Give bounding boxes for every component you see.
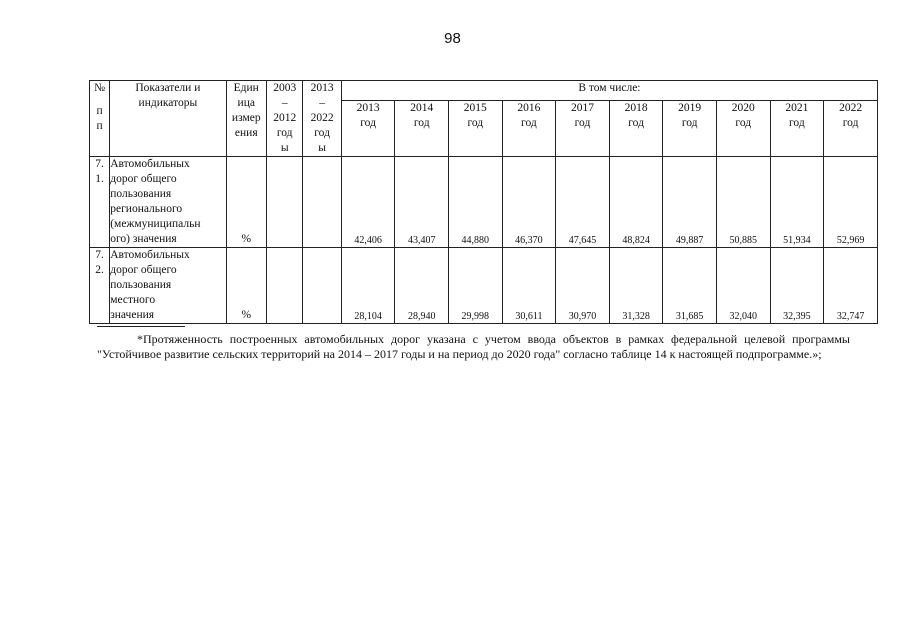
page-number: 98	[444, 30, 461, 47]
header-year-2015	[449, 101, 503, 157]
value-cell: 32,040	[716, 248, 770, 324]
header-year-2021	[770, 101, 824, 157]
header-period-line: 2013	[310, 82, 334, 94]
indicator-line: значения	[110, 309, 155, 321]
header-num	[90, 81, 110, 157]
year-label: 2014	[410, 102, 434, 115]
indicator-line: Автомобильных	[110, 158, 190, 170]
header-row-1	[90, 81, 878, 101]
header-unit-line: измер	[231, 112, 261, 124]
footnote-divider	[97, 326, 185, 327]
row-period-2003-2012	[266, 248, 302, 324]
row-indicator-name	[110, 248, 226, 324]
table-row	[90, 248, 878, 324]
footnote: *Протяженность построенных автомобильных дорог указана с учетом ввода объектов в рамках федеральной целевой программы "Устойчивое развитие сельских территорий на 2014 – 2017 годы и на период до 2020 года" согласно таблице 14 к настоящей подпрограмме.»;	[97, 332, 850, 361]
header-indicators-line: индикаторы	[138, 97, 198, 109]
header-year-2020	[716, 101, 770, 157]
value-cell: 46,370	[502, 157, 556, 248]
year-label: 2017	[570, 102, 594, 115]
value-cell: 31,685	[663, 248, 717, 324]
indicator-line: дорог общего	[110, 264, 177, 276]
year-label: 2020	[731, 102, 755, 115]
header-year-2017	[556, 101, 610, 157]
value-cell: 50,885	[716, 157, 770, 248]
row-unit: %	[226, 157, 266, 248]
header-period-line: ы	[280, 142, 289, 154]
header-year-2013	[341, 101, 395, 157]
year-label: 2021	[785, 102, 809, 115]
year-suffix: год	[735, 117, 752, 130]
header-period-line: год	[276, 127, 293, 139]
year-suffix: год	[360, 117, 376, 130]
indicator-line: регионального	[110, 203, 183, 215]
header-unit-line: ица	[237, 97, 255, 109]
header-period-line: год	[314, 127, 330, 139]
header-num-line: п	[96, 120, 103, 132]
header-indicators	[110, 81, 226, 157]
header-year-2018	[609, 101, 663, 157]
value-cell: 30,611	[502, 248, 556, 324]
year-label: 2022	[839, 102, 863, 115]
value-cell: 44,880	[449, 157, 503, 248]
value-cell: 52,969	[824, 157, 878, 248]
value-cell: 42,406	[341, 157, 395, 248]
row-number-line: 7.	[95, 158, 104, 170]
year-suffix: год	[521, 117, 537, 130]
row-number	[90, 248, 110, 324]
header-year-2016	[502, 101, 556, 157]
year-label: 2013	[356, 102, 380, 115]
table-row	[90, 157, 878, 248]
header-num-line: №	[94, 82, 106, 94]
value-cell: 31,328	[609, 248, 663, 324]
header-period-line: 2003	[273, 82, 297, 94]
header-year-2022	[824, 101, 878, 157]
year-suffix: год	[842, 117, 859, 130]
indicator-line: пользования	[110, 188, 172, 200]
value-cell: 29,998	[449, 248, 503, 324]
value-cell: 30,970	[556, 248, 610, 324]
row-number-line: 1.	[95, 173, 104, 185]
row-number-line: 7.	[95, 249, 104, 261]
header-period-line: –	[281, 97, 288, 109]
header-num-line: п	[96, 105, 103, 117]
indicators-table	[89, 80, 878, 324]
year-label: 2015	[463, 102, 487, 115]
header-unit-line: ения	[234, 127, 258, 139]
year-label: 2018	[624, 102, 648, 115]
year-label: 2016	[517, 102, 541, 115]
indicator-line: пользования	[110, 279, 172, 291]
header-period-line: 2022	[310, 112, 334, 124]
row-unit: %	[226, 248, 266, 324]
value-cell: 43,407	[395, 157, 449, 248]
header-period-2013-2022	[303, 81, 341, 157]
value-cell: 49,887	[663, 157, 717, 248]
value-cell: 28,940	[395, 248, 449, 324]
indicator-line: (межмуниципальн	[110, 218, 201, 230]
indicator-line: Автомобильных	[110, 249, 190, 261]
row-indicator-name	[110, 157, 226, 248]
header-unit-line: Един	[233, 82, 259, 94]
header-period-line: –	[319, 97, 325, 109]
year-suffix: год	[681, 117, 698, 130]
header-period-line: 2012	[273, 112, 297, 124]
row-number	[90, 157, 110, 248]
header-year-2019	[663, 101, 717, 157]
value-cell: 32,747	[824, 248, 878, 324]
value-cell: 48,824	[609, 157, 663, 248]
year-suffix: год	[413, 117, 430, 130]
value-cell: 32,395	[770, 248, 824, 324]
year-suffix: год	[628, 117, 644, 130]
header-year-2014	[395, 101, 449, 157]
row-period-2003-2012	[266, 157, 302, 248]
value-cell: 28,104	[341, 248, 395, 324]
row-number-line: 2.	[95, 264, 104, 276]
header-indicators-line: Показатели и	[135, 82, 201, 94]
value-cell: 51,934	[770, 157, 824, 248]
header-unit	[226, 81, 266, 157]
indicator-line: местного	[110, 294, 156, 306]
value-cell: 47,645	[556, 157, 610, 248]
row-period-2013-2022	[303, 157, 341, 248]
year-suffix: год	[467, 117, 484, 130]
year-suffix: год	[574, 117, 591, 130]
year-label: 2019	[678, 102, 702, 115]
header-including: В том числе:	[341, 81, 877, 101]
indicator-line: дорог общего	[110, 173, 177, 185]
header-period-line: ы	[318, 142, 326, 154]
year-suffix: год	[789, 117, 805, 130]
row-period-2013-2022	[303, 248, 341, 324]
indicator-line: ого) значения	[110, 233, 177, 245]
header-period-2003-2012	[266, 81, 302, 157]
